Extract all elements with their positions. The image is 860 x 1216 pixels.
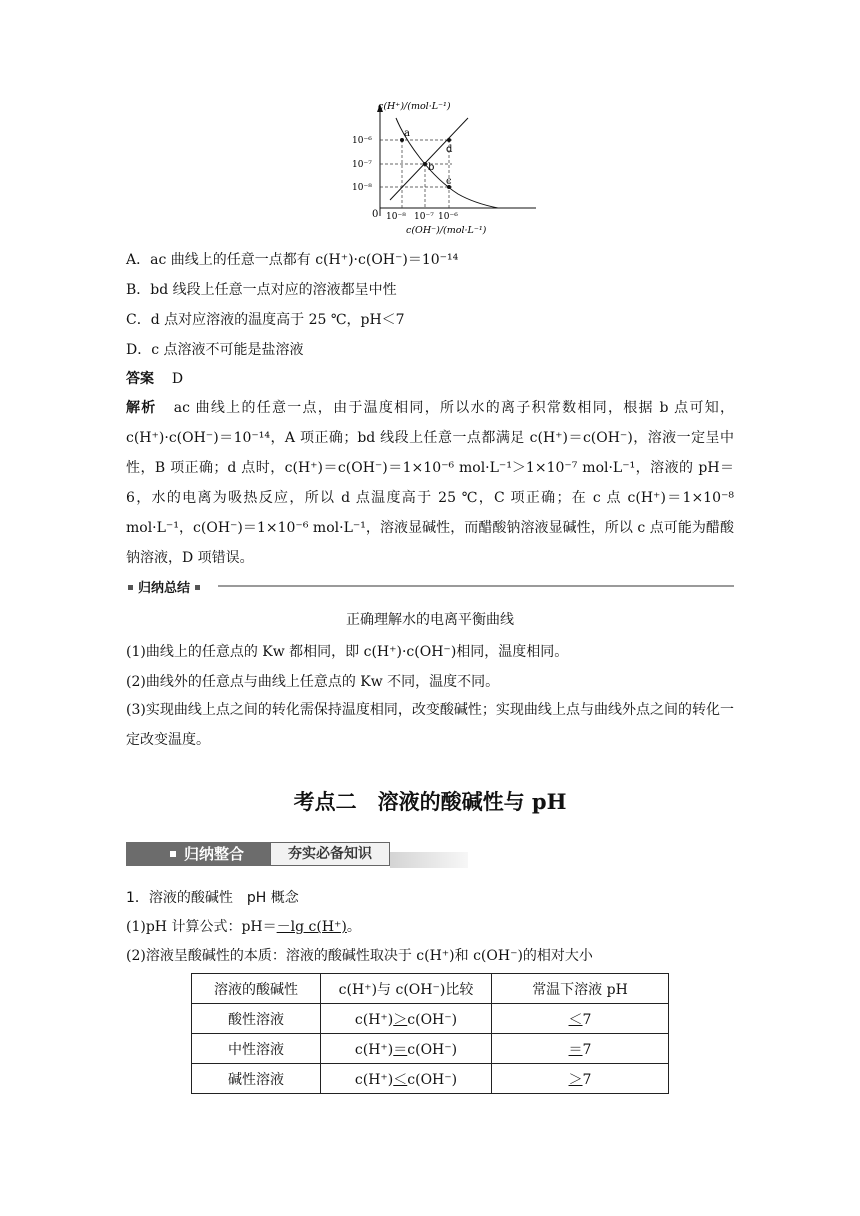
summary-divider [126, 577, 734, 595]
table-cell: c(H⁺)＞c(OH⁻) [321, 1004, 492, 1034]
table-cell: 碱性溶液 [192, 1064, 321, 1094]
point-b [423, 162, 427, 166]
option-c: C．d 点对应溶液的温度高于 25 ℃，pH＜7 [126, 312, 405, 328]
section-title: 考点二 溶液的酸碱性与 pH [293, 789, 567, 814]
x-tick-label: 10⁻⁶ [438, 212, 458, 222]
point-label-c: c [446, 176, 452, 187]
point-label-b: b [428, 162, 435, 173]
option-a: A．ac 曲线上的任意一点都有 c(H⁺)·c(OH⁻)＝10⁻¹⁴ [126, 252, 459, 268]
table-cell: ＞7 [492, 1064, 669, 1094]
y-tick-label: 10⁻⁶ [352, 136, 372, 146]
analysis-paragraph [126, 393, 734, 573]
analysis-label: 解析 [126, 400, 157, 416]
square-bullet-icon [128, 585, 133, 590]
point-label-d: d [446, 144, 453, 155]
acidity-table [191, 973, 669, 1094]
summary-item: (1)曲线上的任意点的 Kw 都相同，即 c(H⁺)·c(OH⁻)相同，温度相同。 [126, 644, 569, 660]
y-tick-label: 10⁻⁷ [352, 160, 372, 170]
summary-title: 正确理解水的电离平衡曲线 [346, 612, 514, 628]
x-tick-label: 10⁻⁸ [386, 212, 406, 222]
table-cell: ＝7 [492, 1034, 669, 1064]
x-tick-label: 10⁻⁷ [414, 212, 434, 222]
analysis-text: ac 曲线上的任意一点，由于温度相同，所以水的离子积常数相同，根据 b 点可知，c(H⁺)·c(OH⁻)＝10⁻¹⁴，A 项正确；bd 线段上任意一点都满足 c(H⁺)＝c(OH⁻)，溶液一定呈中性，B 项正确；d 点时，c(H⁺)＝c(OH⁻)＝1×10⁻⁶ mol·L⁻¹＞1×10⁻⁷ mol·L⁻¹，溶液的 pH＝6，水的电离为吸热反应，所以 d 点温度高于 25 ℃，C 项正确；在 c 点 c(H⁺)＝1×10⁻⁸ mol·L⁻¹，c(OH⁻)＝1×10⁻⁶ mol·L⁻¹，溶液显碱性，而醋酸钠溶液显碱性，所以 c 点可能为醋酸钠溶液，D 项错误。 [126, 400, 734, 566]
y-axis-label: c(H⁺)/(mol·L⁻¹) [378, 101, 451, 112]
banner-left-label: 归纳整合 [184, 845, 245, 863]
summary-item: (3)实现曲线上点之间的转化需保持温度相同，改变酸碱性；实现曲线上点与曲线外点之间的转化一定改变温度。 [126, 702, 734, 748]
table-cell: 中性溶液 [192, 1034, 321, 1064]
option-b: B．bd 线段上任意一点对应的溶液都呈中性 [126, 282, 397, 298]
y-tick-label: 10⁻⁸ [352, 183, 372, 193]
knowledge-heading: 1．溶液的酸碱性 pH 概念 [126, 890, 299, 906]
summary-item: (2)曲线外的任意点与曲线上任意点的 Kw 不同，温度不同。 [126, 674, 500, 690]
essence-line: (2)溶液呈酸碱性的本质：溶液的酸碱性取决于 c(H⁺)和 c(OH⁻)的相对大小 [126, 948, 593, 964]
x-axis-label: c(OH⁻)/(mol·L⁻¹) [406, 225, 487, 236]
point-d [447, 138, 451, 142]
option-d: D．c 点溶液不可能是盐溶液 [126, 342, 304, 358]
table-cell: c(H⁺)＜c(OH⁻) [321, 1064, 492, 1094]
table-header: 溶液的酸碱性 [192, 974, 321, 1004]
formula-suffix: 。 [346, 919, 361, 935]
square-bullet-icon [170, 851, 176, 857]
point-label-a: a [404, 128, 410, 139]
table-row [192, 1004, 669, 1034]
summary-tag: 归纳总结 [138, 581, 191, 596]
table-cell: ＜7 [492, 1004, 669, 1034]
banner-gradient [390, 852, 468, 868]
section-banner [126, 842, 468, 868]
table-row [192, 1034, 669, 1064]
table-cell: c(H⁺)＝c(OH⁻) [321, 1034, 492, 1064]
table-header: c(H⁺)与 c(OH⁻)比较 [321, 974, 492, 1004]
answer-value: D [171, 371, 184, 387]
answer-line [126, 368, 736, 390]
formula-prefix: (1)pH 计算公式：pH＝ [126, 919, 277, 935]
table-cell: 酸性溶液 [192, 1004, 321, 1034]
banner-right-label: 夯实必备知识 [270, 842, 390, 866]
formula-answer: －lg c(H⁺) [276, 919, 347, 935]
dashed-gridlines [380, 140, 452, 208]
answer-label: 答案 [126, 371, 154, 387]
table-header: 常温下溶液 pH [492, 974, 669, 1004]
divider-line [218, 585, 734, 587]
ph-formula-line [126, 916, 736, 938]
origin-label: 0 [372, 209, 379, 220]
square-bullet-icon [195, 585, 200, 590]
table-row [192, 1064, 669, 1094]
equilibrium-figure [340, 98, 540, 244]
ac-curve [396, 118, 498, 208]
table-header-row [192, 974, 669, 1004]
